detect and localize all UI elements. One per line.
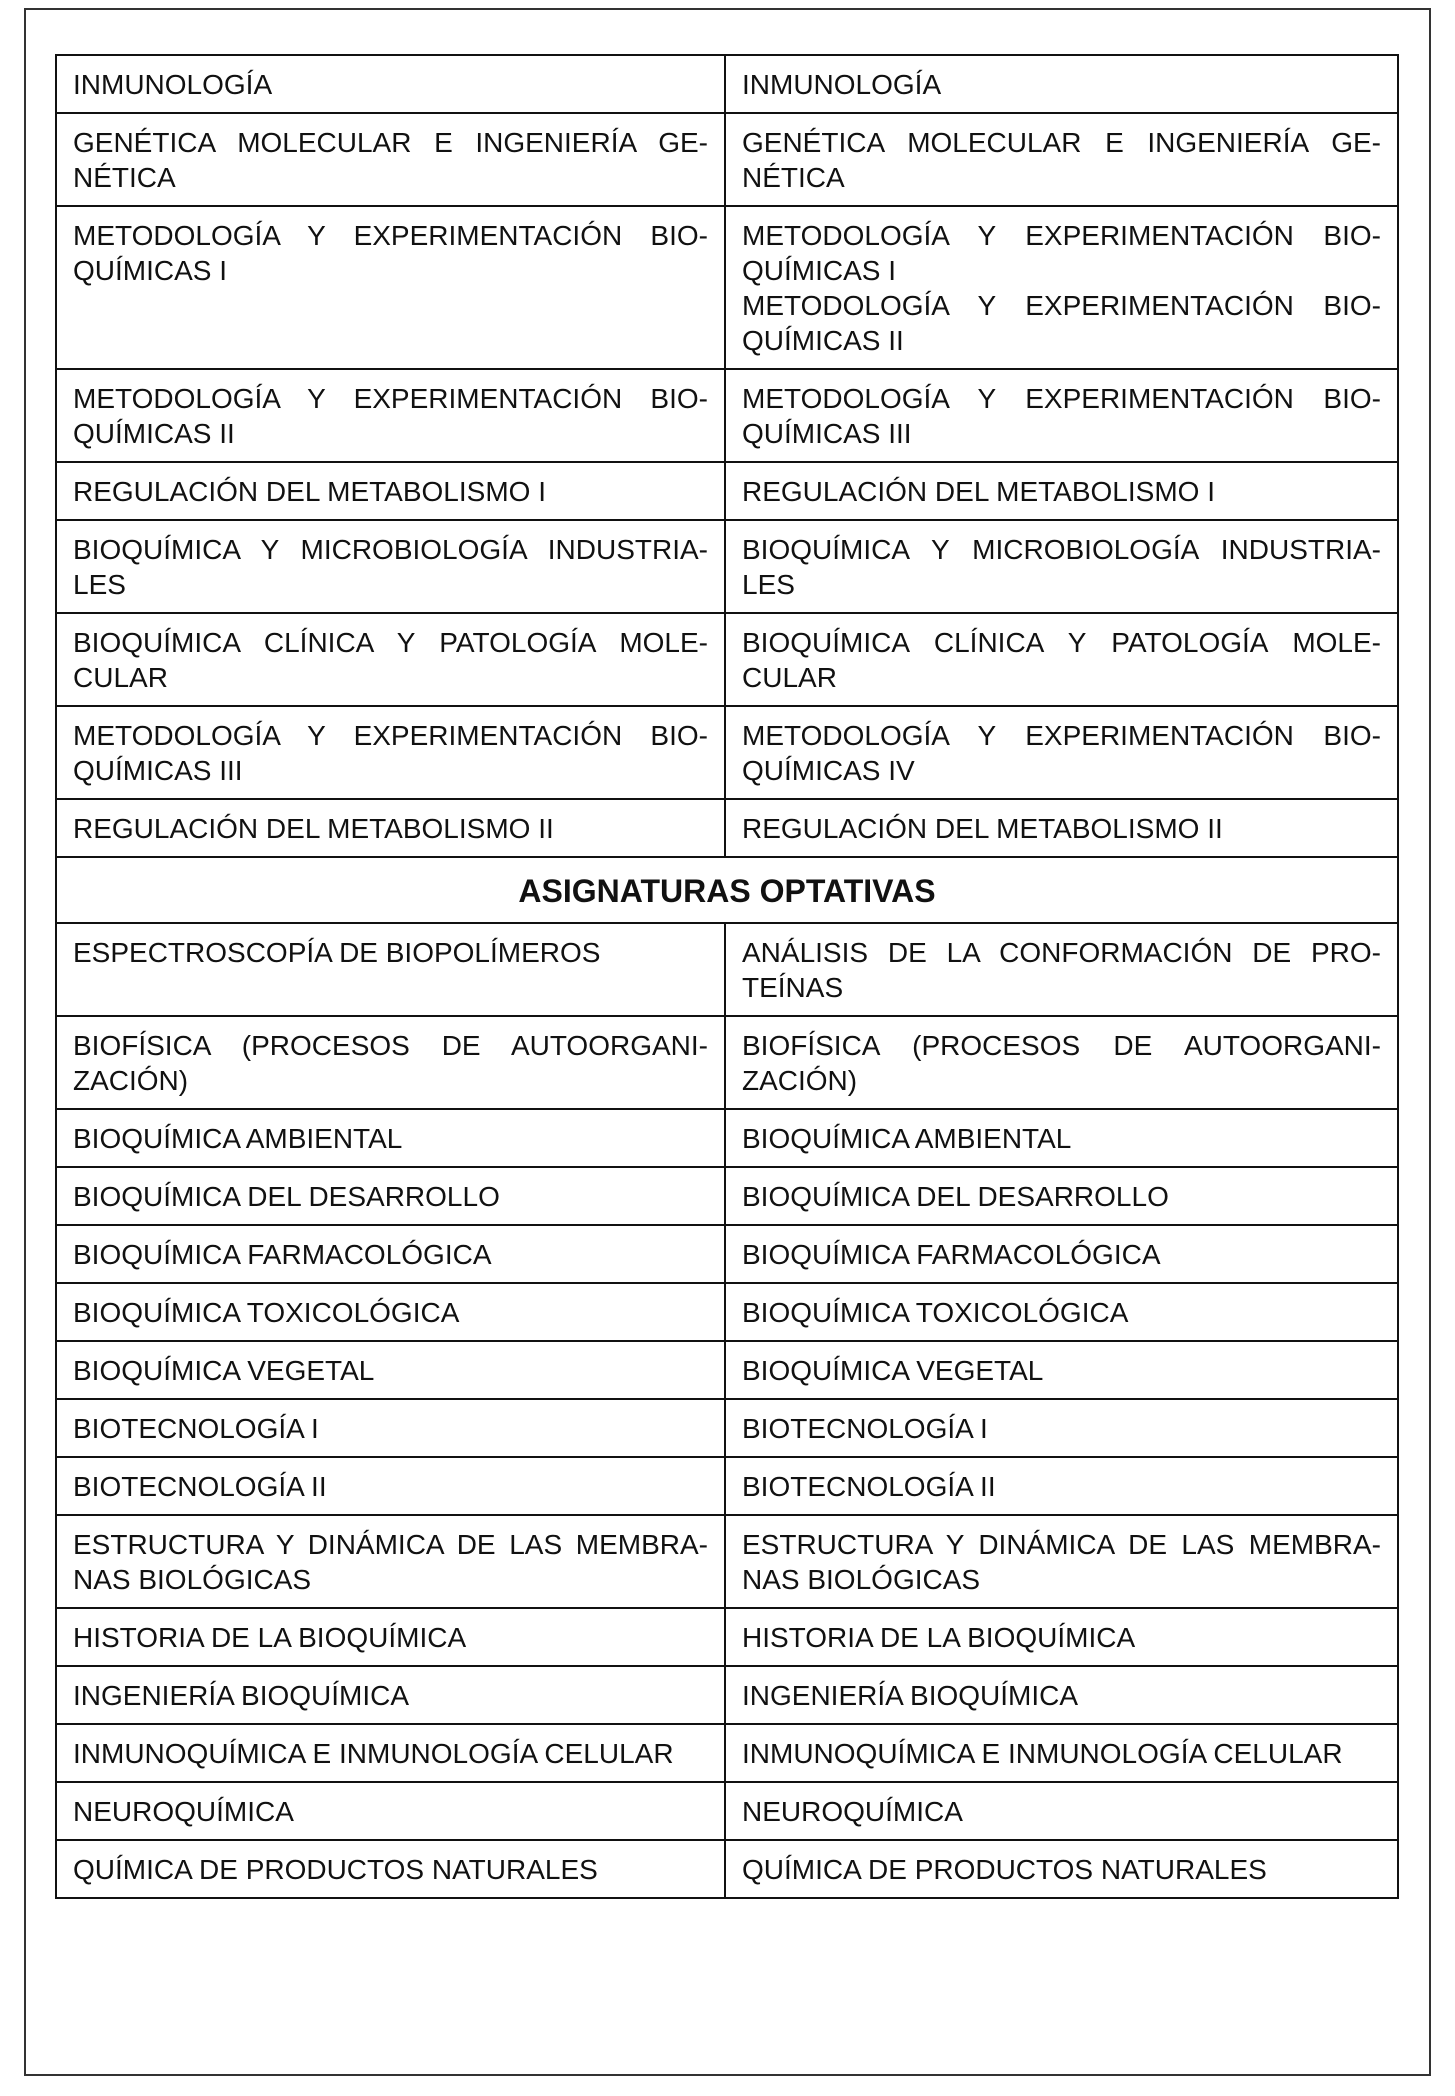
new-plan-subject-cell (725, 1782, 1398, 1840)
subject-name: BIOTECNOLOGÍA II (73, 1471, 327, 1502)
old-plan-subject-cell (56, 1515, 725, 1608)
subject-name: BIOQUÍMICA FARMACOLÓGICA (742, 1239, 1161, 1270)
subject-name: METODOLOGÍA Y EXPERIMENTACIÓN BIO-QUÍMICAS IV (742, 720, 1381, 786)
optional-heading-body (56, 857, 1398, 923)
subject-name: BIOQUÍMICA TOXICOLÓGICA (73, 1297, 460, 1328)
new-plan-subject-cell (725, 369, 1398, 462)
old-plan-subject-cell (56, 113, 725, 206)
subject-name: INGENIERÍA BIOQUÍMICA (73, 1680, 410, 1711)
old-plan-subject-cell (56, 1666, 725, 1724)
subject-name: ANÁLISIS DE LA CONFORMACIÓN DE PRO-TEÍNAS (742, 937, 1381, 1003)
new-plan-subject-cell (725, 206, 1398, 369)
new-plan-subject-cell (725, 799, 1398, 857)
subject-name: BIOQUÍMICA VEGETAL (73, 1355, 375, 1386)
subject-name: BIOQUÍMICA AMBIENTAL (742, 1123, 1072, 1154)
old-plan-subject-cell (56, 1109, 725, 1167)
subject-name: NEUROQUÍMICA (73, 1796, 294, 1827)
subject-name: INMUNOLOGÍA (73, 69, 273, 100)
old-plan-subject-cell (56, 1840, 725, 1898)
old-plan-subject-cell (56, 1724, 725, 1782)
old-plan-subject-cell (56, 706, 725, 799)
new-plan-subject-cell (725, 1341, 1398, 1399)
subject-name: METODOLOGÍA Y EXPERIMENTACIÓN BIO-QUÍMICAS I (742, 220, 1381, 286)
table-row (56, 55, 1398, 113)
table-row (56, 1608, 1398, 1666)
old-plan-subject-cell (56, 1782, 725, 1840)
old-plan-subject-cell (56, 923, 725, 1016)
section-heading-row (56, 857, 1398, 923)
subject-name: METODOLOGÍA Y EXPERIMENTACIÓN BIO-QUÍMICAS II (73, 383, 708, 449)
old-plan-subject-cell (56, 1283, 725, 1341)
subject-name: NEUROQUÍMICA (742, 1796, 963, 1827)
new-plan-subject-cell (725, 706, 1398, 799)
required-subjects-body (56, 55, 1398, 857)
table-row (56, 799, 1398, 857)
subject-name: ESTRUCTURA Y DINÁMICA DE LAS MEMBRA-NAS BIOLÓGICAS (742, 1529, 1381, 1595)
new-plan-subject-cell (725, 462, 1398, 520)
old-plan-subject-cell (56, 462, 725, 520)
new-plan-subject-cell (725, 1016, 1398, 1109)
subject-name: METODOLOGÍA Y EXPERIMENTACIÓN BIO-QUÍMICAS III (73, 720, 708, 786)
old-plan-subject-cell (56, 1225, 725, 1283)
table-row (56, 1341, 1398, 1399)
subject-name: BIOQUÍMICA VEGETAL (742, 1355, 1044, 1386)
subject-name: INMUNOLOGÍA (742, 69, 942, 100)
section-heading-optional: ASIGNATURAS OPTATIVAS (56, 857, 1398, 923)
subject-name: BIOTECNOLOGÍA I (73, 1413, 319, 1444)
table-row (56, 1109, 1398, 1167)
new-plan-subject-cell (725, 1283, 1398, 1341)
subject-name: HISTORIA DE LA BIOQUÍMICA (73, 1622, 467, 1653)
subject-name: BIOQUÍMICA CLÍNICA Y PATOLOGÍA MOLE-CULAR (742, 627, 1381, 693)
subject-name: BIOTECNOLOGÍA I (742, 1413, 988, 1444)
subject-name: BIOQUÍMICA CLÍNICA Y PATOLOGÍA MOLE-CULAR (73, 627, 708, 693)
table-row (56, 369, 1398, 462)
subject-name: BIOFÍSICA (PROCESOS DE AUTOORGANI-ZACIÓN) (742, 1030, 1381, 1096)
subject-name: INMUNOQUÍMICA E INMUNOLOGÍA CELULAR (742, 1738, 1343, 1769)
optional-subjects-body (56, 923, 1398, 1898)
new-plan-subject-cell (725, 1457, 1398, 1515)
table-row (56, 1457, 1398, 1515)
table-row (56, 1840, 1398, 1898)
old-plan-subject-cell (56, 613, 725, 706)
table-row (56, 113, 1398, 206)
subject-name: INMUNOQUÍMICA E INMUNOLOGÍA CELULAR (73, 1738, 674, 1769)
new-plan-subject-cell (725, 613, 1398, 706)
subject-name: BIOFÍSICA (PROCESOS DE AUTOORGANI-ZACIÓN) (73, 1030, 708, 1096)
new-plan-subject-cell (725, 1515, 1398, 1608)
subject-name: ESTRUCTURA Y DINÁMICA DE LAS MEMBRA-NAS BIOLÓGICAS (73, 1529, 708, 1595)
subject-name: METODOLOGÍA Y EXPERIMENTACIÓN BIO-QUÍMICAS I (73, 220, 708, 286)
old-plan-subject-cell (56, 206, 725, 369)
table-row (56, 1515, 1398, 1608)
table-row (56, 1782, 1398, 1840)
subject-name: BIOQUÍMICA Y MICROBIOLOGÍA INDUSTRIA-LES (73, 534, 708, 600)
table-row (56, 923, 1398, 1016)
subject-name: METODOLOGÍA Y EXPERIMENTACIÓN BIO-QUÍMICAS II (742, 290, 1381, 356)
table-row (56, 1666, 1398, 1724)
subject-name: METODOLOGÍA Y EXPERIMENTACIÓN BIO-QUÍMICAS III (742, 383, 1381, 449)
table-row (56, 206, 1398, 369)
old-plan-subject-cell (56, 1167, 725, 1225)
table-row (56, 1225, 1398, 1283)
table-row (56, 1724, 1398, 1782)
table-row (56, 1399, 1398, 1457)
new-plan-subject-cell (725, 1666, 1398, 1724)
new-plan-subject-cell (725, 113, 1398, 206)
subject-name: BIOQUÍMICA DEL DESARROLLO (742, 1181, 1169, 1212)
subject-name: BIOQUÍMICA Y MICROBIOLOGÍA INDUSTRIA-LES (742, 534, 1381, 600)
new-plan-subject-cell (725, 1724, 1398, 1782)
subject-name: GENÉTICA MOLECULAR E INGENIERÍA GE-NÉTICA (742, 127, 1381, 193)
new-plan-subject-cell (725, 55, 1398, 113)
old-plan-subject-cell (56, 55, 725, 113)
subject-name: REGULACIÓN DEL METABOLISMO I (73, 476, 546, 507)
old-plan-subject-cell (56, 1608, 725, 1666)
subject-name: HISTORIA DE LA BIOQUÍMICA (742, 1622, 1136, 1653)
subject-name: QUÍMICA DE PRODUCTOS NATURALES (742, 1854, 1267, 1885)
table-row (56, 1283, 1398, 1341)
new-plan-subject-cell (725, 520, 1398, 613)
subject-name: REGULACIÓN DEL METABOLISMO II (73, 813, 554, 844)
subject-name: BIOQUÍMICA DEL DESARROLLO (73, 1181, 500, 1212)
old-plan-subject-cell (56, 1016, 725, 1109)
table-row (56, 613, 1398, 706)
table-row (56, 1167, 1398, 1225)
old-plan-subject-cell (56, 1457, 725, 1515)
new-plan-subject-cell (725, 1840, 1398, 1898)
subject-name: BIOQUÍMICA AMBIENTAL (73, 1123, 403, 1154)
subject-name: QUÍMICA DE PRODUCTOS NATURALES (73, 1854, 598, 1885)
subject-name: BIOTECNOLOGÍA II (742, 1471, 996, 1502)
table-row (56, 706, 1398, 799)
old-plan-subject-cell (56, 369, 725, 462)
table-row (56, 1016, 1398, 1109)
old-plan-subject-cell (56, 1399, 725, 1457)
subject-name: REGULACIÓN DEL METABOLISMO II (742, 813, 1223, 844)
new-plan-subject-cell (725, 1225, 1398, 1283)
subject-name: BIOQUÍMICA FARMACOLÓGICA (73, 1239, 492, 1270)
old-plan-subject-cell (56, 799, 725, 857)
subject-name: REGULACIÓN DEL METABOLISMO I (742, 476, 1215, 507)
old-plan-subject-cell (56, 1341, 725, 1399)
old-plan-subject-cell (56, 520, 725, 613)
new-plan-subject-cell (725, 923, 1398, 1016)
new-plan-subject-cell (725, 1608, 1398, 1666)
new-plan-subject-cell (725, 1109, 1398, 1167)
equivalence-table (55, 54, 1399, 1899)
subject-name: ESPECTROSCOPÍA DE BIOPOLÍMEROS (73, 937, 601, 968)
subject-name: INGENIERÍA BIOQUÍMICA (742, 1680, 1079, 1711)
subject-name: GENÉTICA MOLECULAR E INGENIERÍA GE-NÉTICA (73, 127, 708, 193)
new-plan-subject-cell (725, 1399, 1398, 1457)
new-plan-subject-cell (725, 1167, 1398, 1225)
subject-name: BIOQUÍMICA TOXICOLÓGICA (742, 1297, 1129, 1328)
table-row (56, 520, 1398, 613)
table-row (56, 462, 1398, 520)
